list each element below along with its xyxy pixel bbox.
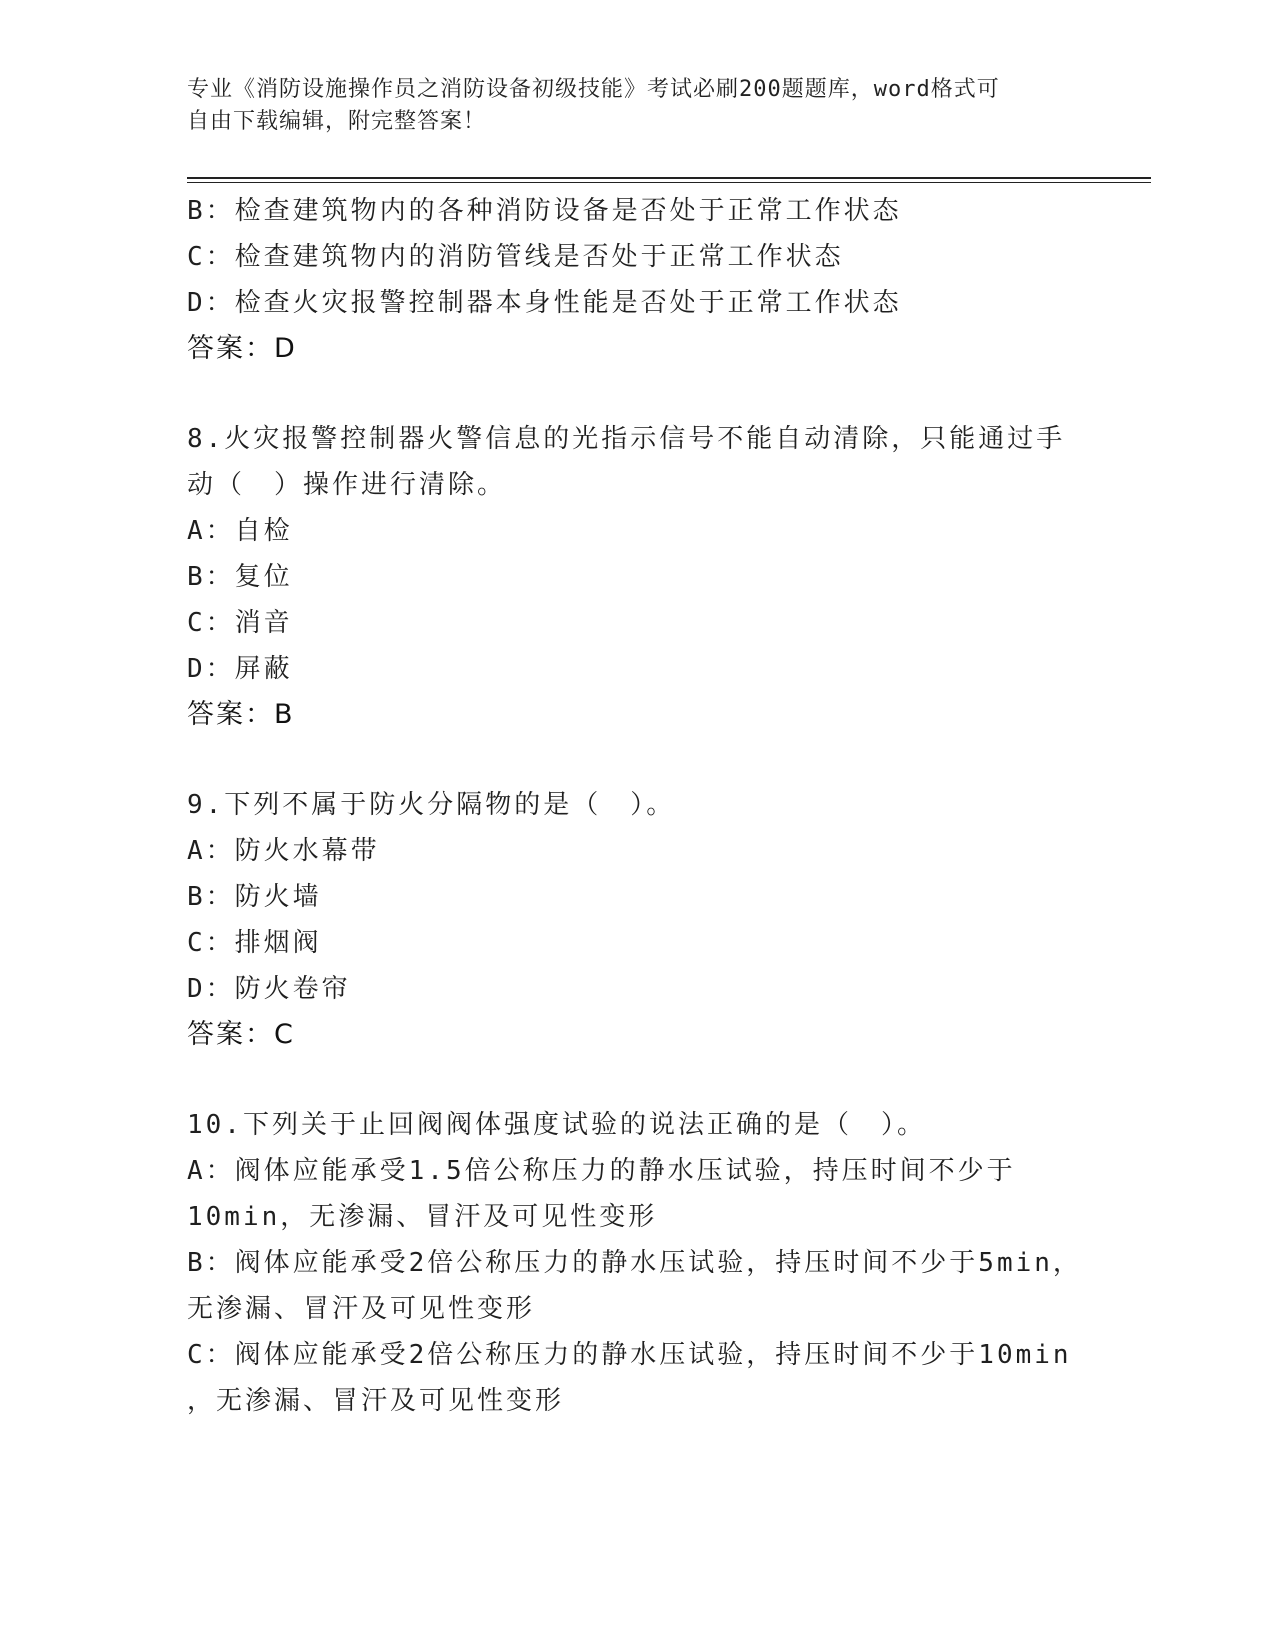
option-a: A：自检 [187, 516, 293, 546]
option-b-line-1: B：阀体应能承受2倍公称压力的静水压试验，持压时间不少于5min， [187, 1248, 1082, 1278]
option-c-line-1: C：阀体应能承受2倍公称压力的静水压试验，持压时间不少于10min [187, 1340, 1072, 1370]
header-title-line-1: 专业《消防设施操作员之消防设备初级技能》考试必刷200题题库，word格式可 [187, 77, 1000, 102]
question-stem: 9.下列不属于防火分隔物的是（ ）。 [187, 790, 676, 820]
option-a-line-1: A：阀体应能承受1.5倍公称压力的静水压试验，持压时间不少于 [187, 1156, 1016, 1186]
document-header [187, 74, 1087, 138]
question-7-remainder [187, 188, 1087, 372]
spacer [187, 1058, 1087, 1102]
spacer [187, 372, 1087, 416]
spacer [187, 738, 1087, 782]
option-d: D：防火卷帘 [187, 974, 351, 1004]
question-8 [187, 416, 1087, 738]
question-list [187, 188, 1087, 1424]
question-9 [187, 782, 1087, 1058]
option-a: A：防火水幕带 [187, 836, 380, 866]
option-b: B：防火墙 [187, 882, 322, 912]
option-d: D：屏蔽 [187, 654, 293, 684]
question-10 [187, 1102, 1087, 1424]
header-title-line-2: 自由下载编辑，附完整答案！ [187, 109, 487, 134]
answer: 答案：C [187, 1019, 295, 1050]
option-c-line-2: ，无渗漏、冒汗及可见性变形 [187, 1386, 565, 1416]
question-stem-line-1: 8.火灾报警控制器火警信息的光指示信号不能自动清除，只能通过手 [187, 424, 1066, 454]
option-c: C：排烟阀 [187, 928, 322, 958]
option-a-line-2: 10min，无渗漏、冒汗及可见性变形 [187, 1202, 658, 1232]
option-d: D：检查火灾报警控制器本身性能是否处于正常工作状态 [187, 288, 902, 318]
header-divider-thick [187, 177, 1151, 179]
option-b-line-2: 无渗漏、冒汗及可见性变形 [187, 1294, 536, 1324]
question-stem-line-2: 动（ ）操作进行清除。 [187, 470, 507, 500]
answer: 答案：D [187, 333, 297, 364]
option-b: B：复位 [187, 562, 293, 592]
option-c: C：消音 [187, 608, 293, 638]
answer: 答案：B [187, 699, 295, 730]
question-stem: 10.下列关于止回阀阀体强度试验的说法正确的是（ ）。 [187, 1110, 926, 1140]
option-c: C：检查建筑物内的消防管线是否处于正常工作状态 [187, 242, 844, 272]
option-b: B：检查建筑物内的各种消防设备是否处于正常工作状态 [187, 196, 902, 226]
header-divider-thin [187, 182, 1151, 183]
